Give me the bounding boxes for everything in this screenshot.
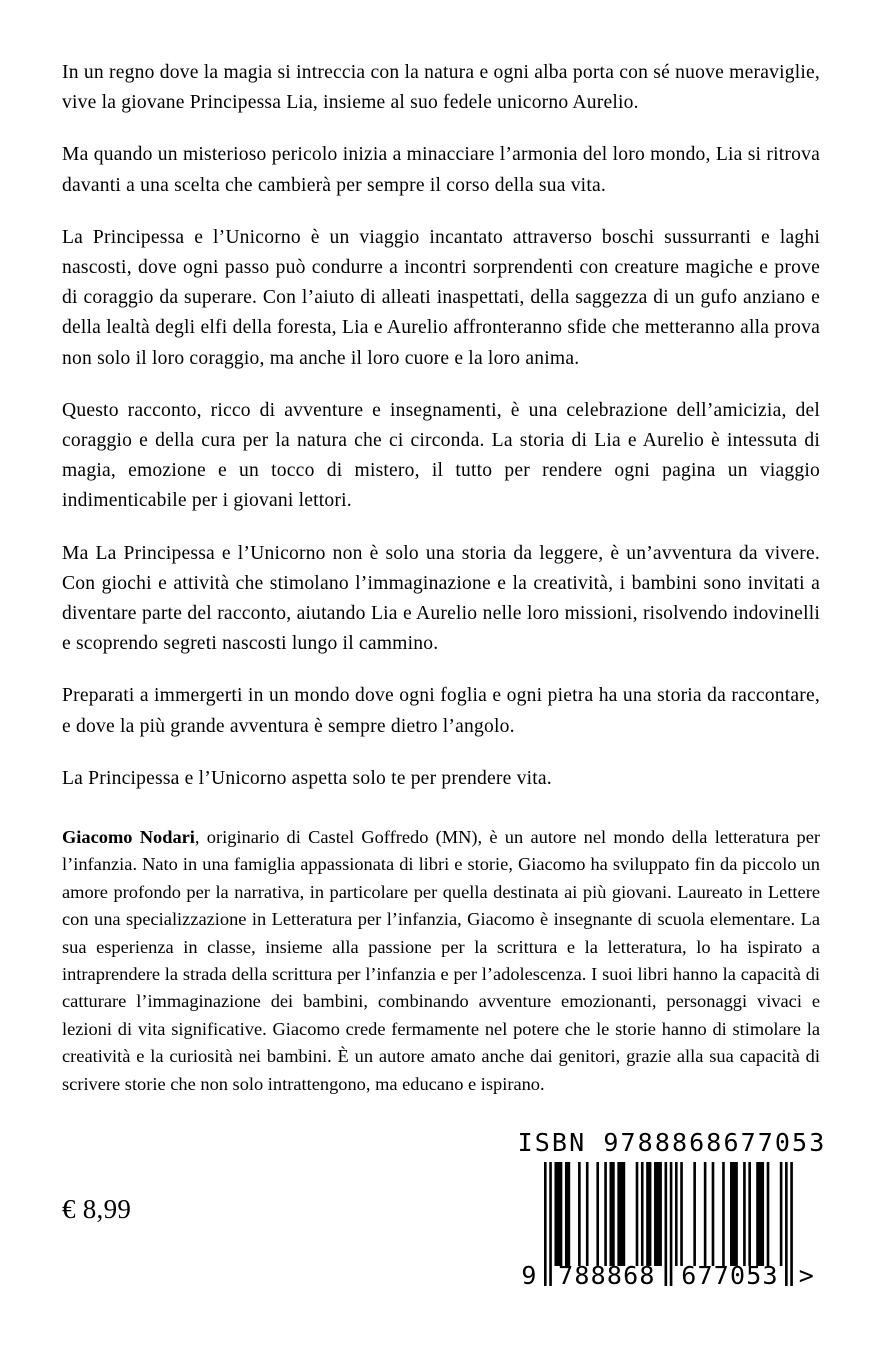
blurb-text-block: [62, 58, 820, 794]
svg-text:9: 9: [521, 1260, 538, 1290]
isbn-text: ISBN 9788868677053: [517, 1128, 827, 1157]
author-bio-text: , originario di Castel Goffredo (MN), è un autore nel mondo della letteratura per l’infanzia. Nato in una famiglia appassionata di libri e storie, Giacomo ha sviluppato fin da piccolo un amore profondo per la narrativa, in particolare per quella destinata ai più giovani. Laureato in Lettere con una specializzazione in Letteratura per l’infanzia, Giacomo è insegnante di scuola elementare. La sua esperienza in classe, insieme alla passione per la scrittura e la letteratura, lo ha ispirato a intraprendere la strada della scrittura per l’infanzia e per l’adolescenza. I suoi libri hanno la capacità di catturare l’immaginazione dei bambini, combinando avventure emozionanti, personaggi vivaci e lezioni di vita significative. Giacomo crede fermamente nel potere che le storie hanno di stimolare la creatività e la curiosità nei bambini. È un autore amato anche dai genitori, grazie alla sua capacità di scrivere storie che non solo intrattengono, ma educano e ispirano.: [62, 827, 820, 1094]
blurb-paragraph: La Principessa e l’Unicorno è un viaggio incantato attraverso boschi sussurranti e laghi nascosti, dove ogni passo può condurre a incontri sorprendenti con creature magiche e prove di coraggio da superare. Con l’aiuto di alleati inaspettati, della saggezza di un gufo anziano e della lealtà degli elfi della foresta, Lia e Aurelio affronteranno sfide che metteranno alla prova non solo il loro coraggio, ma anche il loro cuore e la loro anima.: [62, 226, 820, 369]
barcode-block: [517, 1128, 827, 1294]
svg-text:677053: 677053: [681, 1260, 779, 1290]
blurb-paragraph: In un regno dove la magia si intreccia con la natura e ogni alba porta con sé nuove meraviglie, vive la giovane Principessa Lia, insieme al suo fedele unicorno Aurelio.: [62, 62, 820, 114]
blurb-paragraph: La Principessa e l’Unicorno aspetta solo te per prendere vita.: [62, 767, 552, 789]
author-bio-block: [62, 824, 820, 1098]
blurb-paragraph: Ma La Principessa e l’Unicorno non è solo una storia da leggere, è un’avventura da vivere. Con giochi e attività che stimolano l’immaginazione e la creatività, i bambini sono invitati a diventare parte del racconto, aiutando Lia e Aurelio nelle loro missioni, risolvendo indovinelli e scoprendo segreti nascosti lungo il cammino.: [62, 542, 820, 655]
blurb-paragraph: Ma quando un misterioso pericolo inizia a minacciare l’armonia del loro mondo, Lia si ritrova davanti a una scelta che cambierà per sempre il corso della sua vita.: [62, 144, 820, 196]
price-label: € 8,99: [62, 1194, 132, 1224]
author-name: Giacomo Nodari: [62, 827, 195, 847]
svg-text:>: >: [798, 1260, 816, 1290]
blurb-paragraph: Questo racconto, ricco di avventure e insegnamenti, è una celebrazione dell’amicizia, del coraggio e della cura per la natura che ci circonda. La storia di Lia e Aurelio è intessuta di magia, emozione e un tocco di mistero, il tutto per rendere ogni pagina un viaggio indimenticabile per i giovani lettori.: [62, 399, 820, 512]
ean13-barcode: [517, 1162, 827, 1294]
author-bio-paragraph: [62, 824, 820, 1098]
svg-text:788868: 788868: [558, 1260, 656, 1290]
blurb-paragraph: Preparati a immergerti in un mondo dove ogni foglia e ogni pietra ha una storia da raccontare, e dove la più grande avventura è sempre dietro l’angolo.: [62, 685, 820, 737]
